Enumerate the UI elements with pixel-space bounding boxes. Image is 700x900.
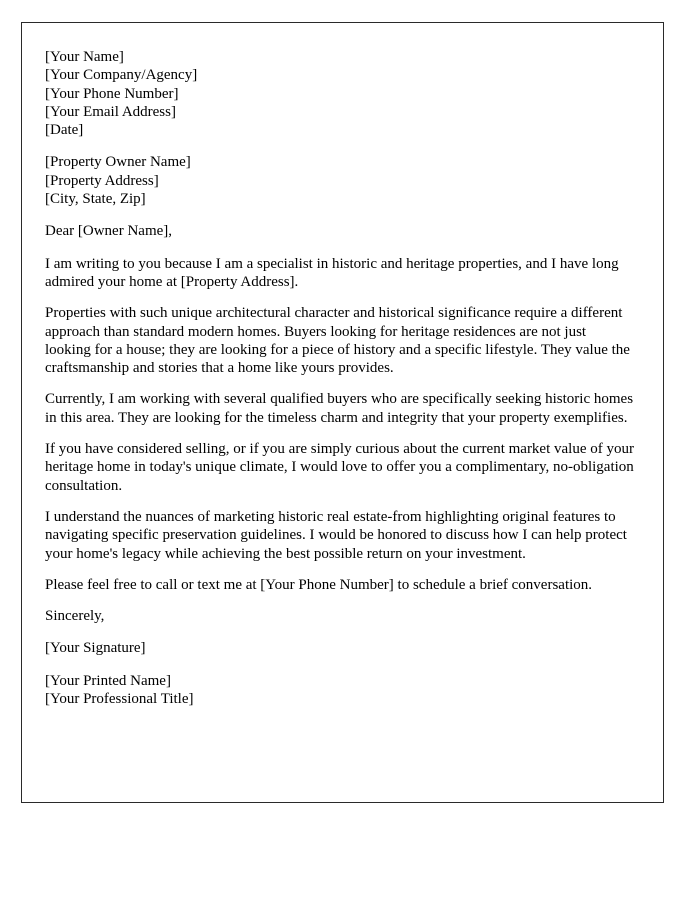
letter-date: [Date] (45, 122, 84, 139)
salutation: Dear [Owner Name], (45, 223, 173, 240)
sender-block (45, 48, 635, 139)
body-paragraph: Currently, I am working with several qualified buyers who are specifically seeking historic homes in this area. They are looking for the timeless charm and integrity that your property exemplifies. (45, 391, 634, 426)
sender-company: [Your Company/Agency] (45, 67, 198, 84)
body-paragraph: I am writing to you because I am a specialist in historic and heritage properties, and I have long admired your home at [Property Address]. (45, 255, 619, 290)
body-paragraph: If you have considered selling, or if you are simply curious about the current market value of your heritage home in today's unique climate, I would love to offer you a complimentary, no-obligation consultation. (45, 441, 634, 494)
letter-content (22, 23, 663, 708)
spacer (45, 658, 635, 672)
valediction: Sincerely, (45, 608, 105, 625)
sender-phone: [Your Phone Number] (45, 85, 179, 102)
recipient-name: [Property Owner Name] (45, 154, 191, 171)
signature-block (45, 672, 635, 709)
body-paragraph: I understand the nuances of marketing historic real estate-from highlighting original features to navigating specific preservation guidelines. I would be honored to discuss how I can help protect your home's legacy while achieving the best possible return on your investment. (45, 508, 627, 562)
recipient-block (45, 153, 635, 208)
spacer (45, 241, 635, 255)
signature-placeholder: [Your Signature] (45, 640, 146, 657)
body-paragraph: Properties with such unique architectural character and historical significance require a different approach than standard modern homes. Buyers looking for heritage residences are not just looking for a house; they are looking for a piece of history and a specific lifestyle. They value the craftsmanship and stories that a home like yours provides. (45, 305, 630, 377)
professional-title: [Your Professional Title] (45, 691, 194, 708)
body-paragraph: Please feel free to call or text me at [Your Phone Number] to schedule a brief conversation. (45, 576, 593, 593)
spacer (45, 594, 635, 607)
recipient-address: [Property Address] (45, 172, 159, 189)
spacer (45, 377, 635, 390)
sender-email: [Your Email Address] (45, 103, 176, 120)
recipient-city-state-zip: [City, State, Zip] (45, 191, 146, 208)
printed-name: [Your Printed Name] (45, 672, 171, 689)
spacer (45, 139, 635, 153)
spacer (45, 495, 635, 508)
spacer (45, 427, 635, 440)
spacer (45, 625, 635, 639)
spacer (45, 208, 635, 222)
spacer (45, 291, 635, 304)
sender-name: [Your Name] (45, 49, 124, 65)
letter-page (21, 22, 664, 803)
spacer (45, 563, 635, 576)
